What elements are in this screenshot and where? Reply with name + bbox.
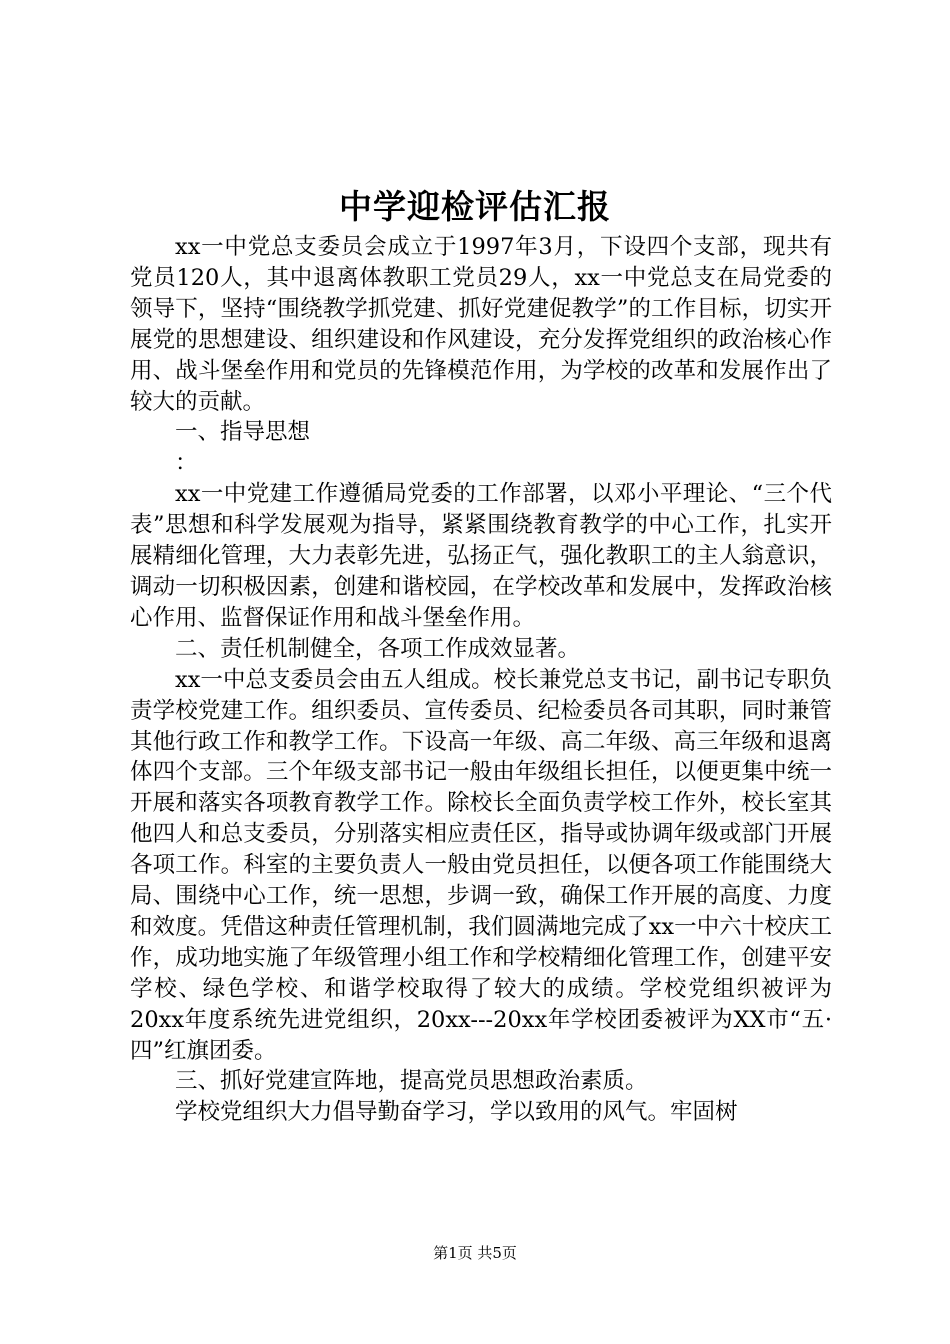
paragraph-guiding-thought: xx一中党建工作遵循局党委的工作部署，以邓小平理论、“三个代表”思想和科学发展观为指导，紧紧围绕教育教学的中心工作，扎实开展精细化管理，大力表彰先进，弘扬正气，强化教职工的主人翁意识，调动一切积极因素，创建和谐校园，在学校改革和发展中，发挥政治核心作用、监督保证作用和战斗堡垒作用。: [130, 481, 832, 631]
section-heading-2: 二、责任机制健全，各项工作成效显著。: [175, 635, 581, 662]
document-body: [130, 232, 832, 1128]
page-footer: 第1页 共5页: [433, 1244, 517, 1262]
paragraph-study: 学校党组织大力倡导勤奋学习，学以致用的风气。牢固树: [175, 1099, 738, 1126]
section-heading-3: 三、抓好党建宣阵地，提高党员思想政治素质。: [175, 1068, 648, 1095]
section-heading-1: 一、指导思想: [175, 419, 311, 446]
document-title: 中学迎检评估汇报: [339, 187, 611, 226]
paragraph-colon: ：: [175, 450, 198, 477]
paragraph-intro: xx一中党总支委员会成立于1997年3月，下设四个支部，现共有党员120人，其中退离体教职工党员29人，xx一中党总支在局党委的领导下，坚持“围绕教学抓党建、抓好党建促教学”的工作目标，切实开展党的思想建设、组织建设和作风建设，充分发挥党组织的政治核心作用、战斗堡垒作用和党员的先锋模范作用，为学校的改革和发展作出了较大的贡献。: [130, 234, 832, 415]
paragraph-responsibility: xx一中总支委员会由五人组成。校长兼党总支书记，副书记专职负责学校党建工作。组织委员、宣传委员、纪检委员各司其职，同时兼管其他行政工作和教学工作。下设高一年级、高二年级、高三年级和退离体四个支部。三个年级支部书记一般由年级组长担任，以便更集中统一开展和落实各项教育教学工作。除校长全面负责学校工作外，校长室其他四人和总支委员，分别落实相应责任区，指导或协调年级或部门开展各项工作。科室的主要负责人一般由党员担任，以便各项工作能围绕大局、围绕中心工作，统一思想，步调一致，确保工作开展的高度、力度和效度。凭借这种责任管理机制，我们圆满地完成了xx一中六十校庆工作，成功地实施了年级管理小组工作和学校精细化管理工作，创建平安学校、绿色学校、和谐学校取得了较大的成绩。学校党组织被评为20xx年度系统先进党组织，20xx---20xx年学校团委被评为XX市“五·四”红旗团委。: [130, 666, 832, 1064]
